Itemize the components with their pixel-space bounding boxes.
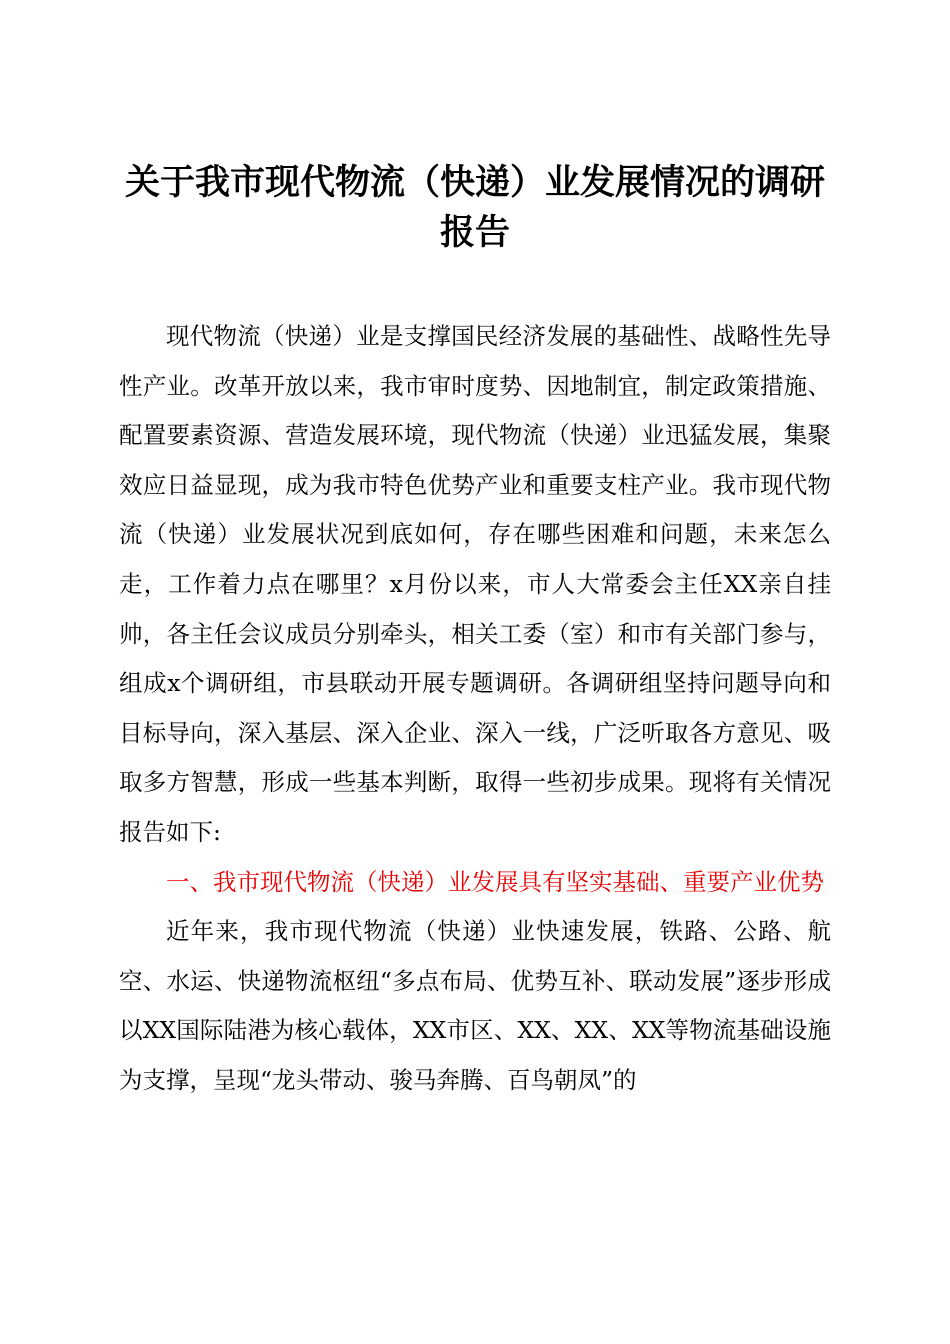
section-paragraph: 近年来，我市现代物流（快递）业快速发展，铁路、公路、航空、水运、快递物流枢纽“多点布局、优势互补、联动发展”逐步形成以XX国际陆港为核心载体，XX市区、XX、XX、XX等物流基础设施为支撑，呈现“龙头带动、骏马奔腾、百鸟朝凤”的: [119, 917, 831, 1094]
document-body: [119, 312, 831, 1106]
document-title: 关于我市现代物流（快递）业发展情况的调研报告: [124, 163, 825, 253]
section-heading: 一、我市现代物流（快递）业发展具有坚实基础、重要产业优势: [166, 867, 824, 896]
intro-paragraph: 现代物流（快递）业是支撑国民经济发展的基础性、战略性先导性产业。改革开放以来，我市审时度势、因地制宜，制定政策措施、配置要素资源、营造发展环境，现代物流（快递）业迅猛发展，集聚效应日益显现，成为我市特色优势产业和重要支柱产业。我市现代物流（快递）业发展状况到底如何，存在哪些困难和问题，未来怎么走，工作着力点在哪里？x月份以来，市人大常委会主任XX亲自挂帅，各主任会议成员分别牵头，相关工委（室）和市有关部门参与，组成x个调研组，市县联动开展专题调研。各调研组坚持问题导向和目标导向，深入基层、深入企业、深入一线，广泛听取各方意见、吸取多方智慧，形成一些基本判断，取得一些初步成果。现将有关情况报告如下:: [119, 322, 831, 846]
